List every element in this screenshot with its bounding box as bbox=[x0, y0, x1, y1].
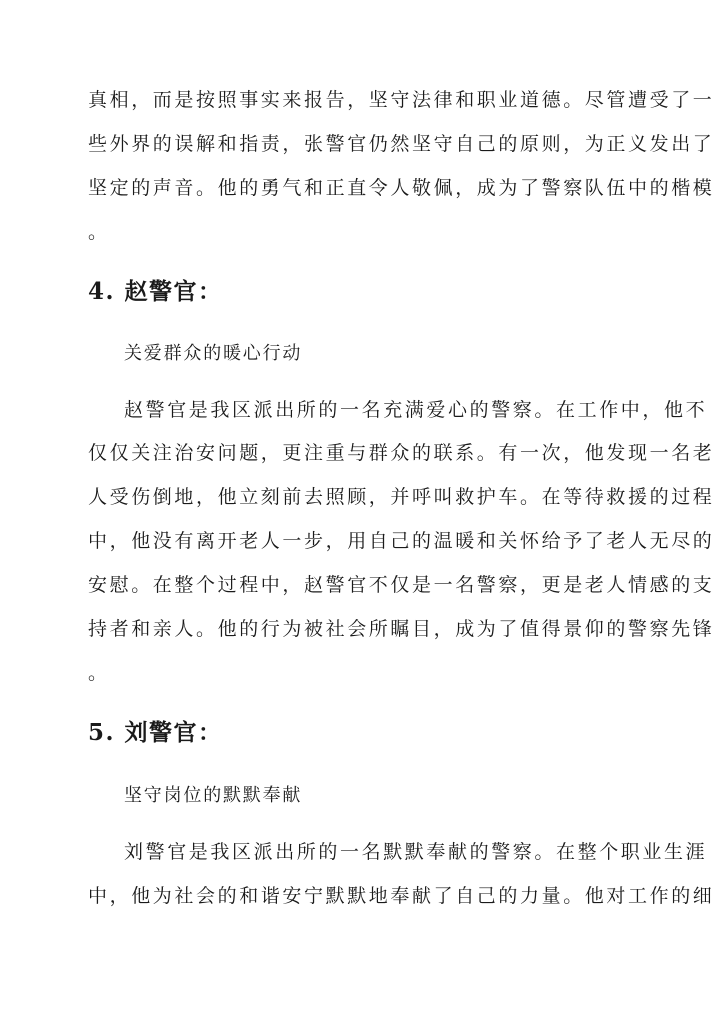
section-subtitle: 关爱群众的暖心行动 bbox=[124, 343, 303, 364]
paragraph-line: 人受伤倒地，他立刻前去照顾，并呼叫救护车。在等待救援的过程 bbox=[88, 486, 715, 508]
paragraph-line: 仅仅关注治安问题，更注重与群众的联系。有一次，他发现一名老 bbox=[88, 442, 715, 464]
paragraph-line: 安慰。在整个过程中，赵警官不仅是一名警察，更是老人情感的支 bbox=[88, 574, 715, 596]
section-heading: 4. 赵警官： bbox=[88, 278, 223, 305]
section-heading: 5. 刘警官： bbox=[88, 719, 223, 746]
paragraph-line: 些外界的误解和指责，张警官仍然坚守自己的原则，为正义发出了 bbox=[88, 133, 715, 155]
paragraph-line: 坚定的声音。他的勇气和正直令人敬佩，成为了警察队伍中的楷模 bbox=[88, 177, 715, 199]
paragraph-line: 。 bbox=[88, 662, 110, 684]
paragraph-line: 赵警官是我区派出所的一名充满爱心的警察。在工作中，他不 bbox=[124, 399, 708, 421]
paragraph-line: 。 bbox=[88, 221, 110, 243]
paragraph-line: 中，他为社会的和谐安宁默默地奉献了自己的力量。他对工作的细 bbox=[88, 885, 715, 907]
paragraph-line: 刘警官是我区派出所的一名默默奉献的警察。在整个职业生涯 bbox=[124, 841, 708, 863]
paragraph-line: 持者和亲人。他的行为被社会所瞩目，成为了值得景仰的警察先锋 bbox=[88, 618, 715, 640]
section-subtitle: 坚守岗位的默默奉献 bbox=[124, 785, 303, 806]
paragraph-line: 真相，而是按照事实来报告，坚守法律和职业道德。尽管遭受了一 bbox=[88, 89, 715, 111]
paragraph-line: 中，他没有离开老人一步，用自己的温暖和关怀给予了老人无尽的 bbox=[88, 530, 715, 552]
